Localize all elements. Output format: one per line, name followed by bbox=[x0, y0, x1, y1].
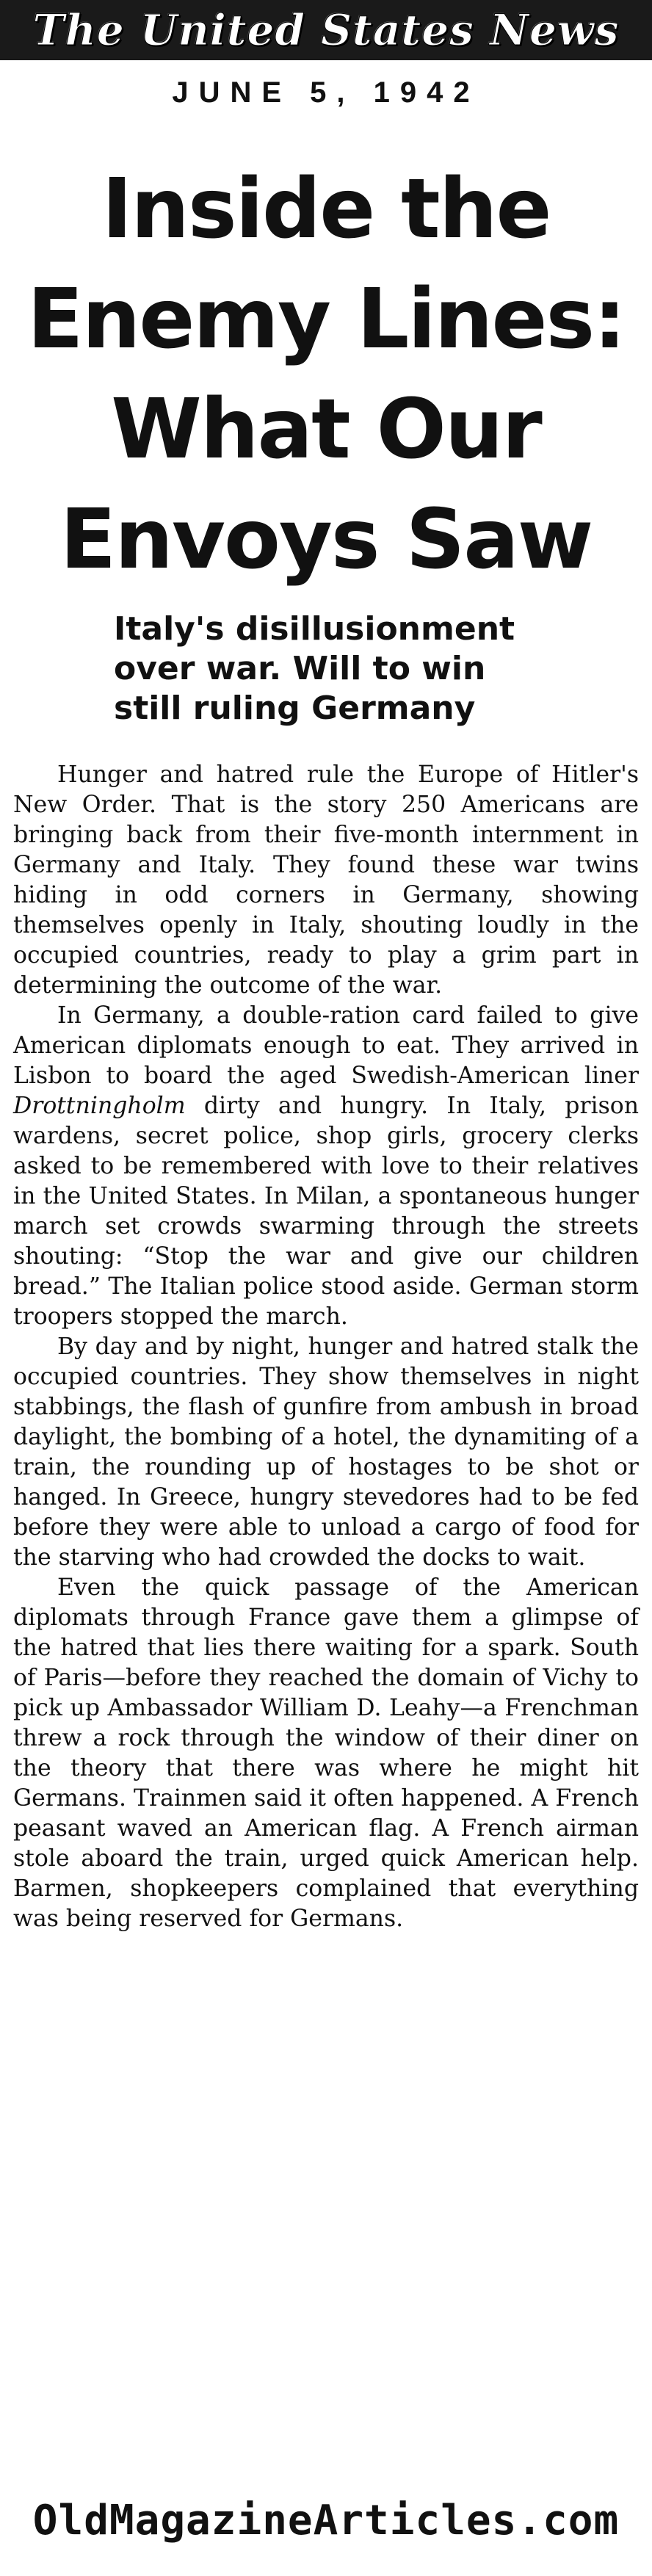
body-paragraph: Hunger and hatred rule the Europe of Hitler's New Order. That is the story 250 Americans are bringing back from their five-month internment in Germany and Italy. They found these war twins hiding in odd corners in Germany, showing themselves openly in Italy, shouting loudly in the occupied countries, ready to play a grim part in determining the outcome of the war. bbox=[13, 761, 639, 999]
body-paragraph: In Germany, a double-ration card failed to give American diplomats enough to eat. They arrived in Lisbon to board the aged Swedish-American liner Drottningholm dirty and hungry. In Italy, prison wardens, secret police, shop girls, grocery clerks asked to be remembered with love to their relatives in the United States. In Milan, a spontaneous hunger march set crowds swarming through the streets shouting: “Stop the war and give our children bread.” The Italian police stood aside. German storm troopers stopped the march. bbox=[13, 1002, 639, 1330]
body-paragraph: Even the quick passage of the American diplomats through France gave them a glimpse of the hatred that lies there waiting for a spark. South of Paris—before they reached the domain of Vichy to pick up Ambassador William D. Leahy—a Frenchman threw a rock through the window of their diner on the theory that there was where he might hit Germans. Trainmen said it often happened. A French peasant waved an American flag. A French airman stole aboard the train, urged quick American help. Barmen, shopkeepers complained that everything was being reserved for Germans. bbox=[13, 1574, 639, 1932]
subheadline-line: still ruling Germany bbox=[114, 690, 476, 727]
dateline: JUNE 5, 1942 bbox=[172, 76, 480, 109]
body-paragraph: By day and by night, hunger and hatred stalk the occupied countries. They show themselves in night stabbings, the flash of gunfire from ambush in broad daylight, the bombing of a hotel, the dynamiting of a train, the rounding up of hostages to be shot or hanged. In Greece, hungry stevedores had to be fed before they were able to unload a cargo of food for the starving who had crowded the docks to wait. bbox=[13, 1334, 639, 1571]
subheadline-line: Italy's disillusionment bbox=[114, 610, 515, 648]
masthead-title: The United States News bbox=[32, 5, 620, 55]
headline-line: Envoys Saw bbox=[59, 492, 593, 587]
source-watermark: OldMagazineArticles.com bbox=[32, 2497, 620, 2544]
subheadline-line: over war. Will to win bbox=[114, 650, 486, 687]
headline-line: Inside the bbox=[101, 162, 551, 257]
article-body bbox=[13, 760, 639, 1934]
masthead bbox=[0, 0, 652, 60]
ship-name: Drottningholm bbox=[13, 1093, 186, 1119]
headline bbox=[0, 154, 652, 595]
subheadline bbox=[114, 609, 584, 728]
headline-line: Enemy Lines: bbox=[27, 272, 625, 367]
headline-line: What Our bbox=[111, 382, 541, 477]
